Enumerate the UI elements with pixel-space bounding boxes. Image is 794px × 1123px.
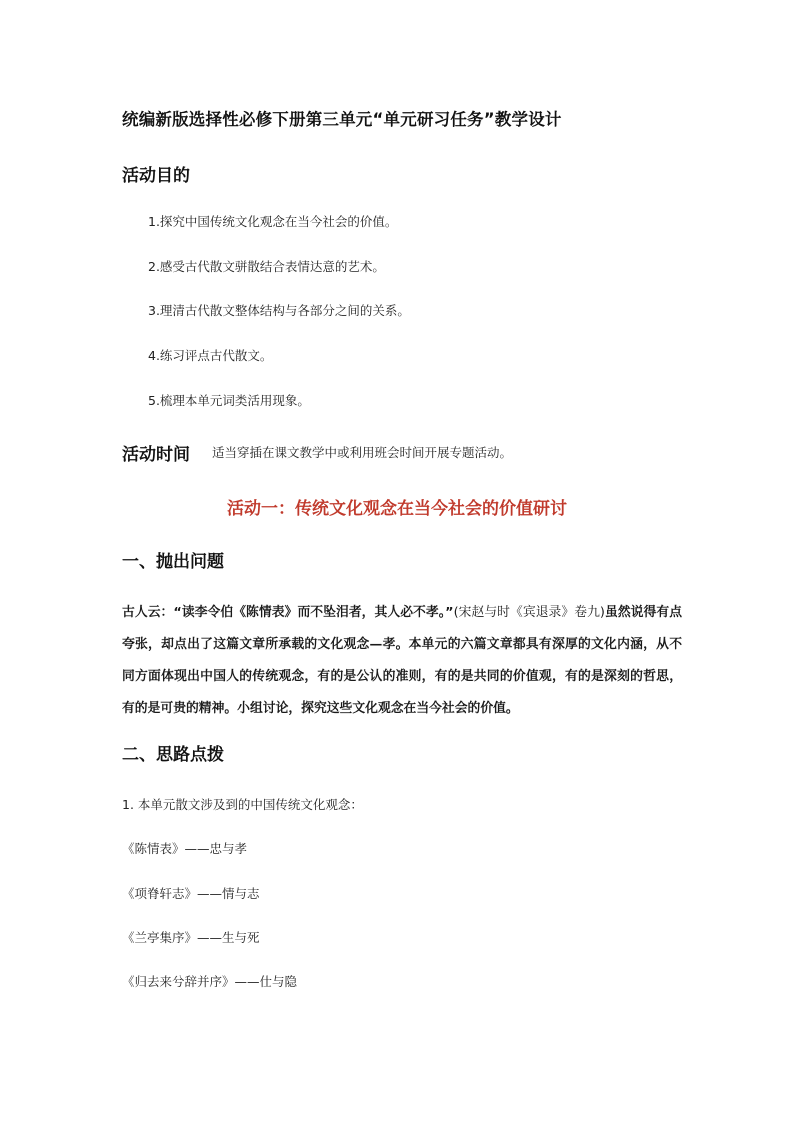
paragraph-body: 虽然说得有点夸张，却点出了这篇文章所承载的文化观念—孝。本单元的六篇文章都具有深厚的文化内涵，从不同方面体现出中国人的传统观念，有的是公认的准则，有的是共同的价值观，有的是深刻的哲思，有的是可贵的精神。小组讨论，探究这些文化观念在当今社会的价值。 [122, 605, 682, 716]
paragraph-quote: 古人云：“读李令伯《陈情表》而不坠泪者，其人必不孝。” [122, 605, 454, 620]
section-raise-question-heading: 一、抛出问题 [122, 552, 224, 572]
concept-item-2: 《项脊轩志》——情与志 [122, 886, 260, 901]
concept-item-1: 《陈情表》——忠与孝 [122, 841, 248, 856]
goal-item-5: 5.梳理本单元词类活用现象。 [148, 393, 310, 408]
paragraph-source: (宋赵与时《宾退录》卷九) [453, 605, 605, 620]
section-guidance-heading: 二、思路点拨 [122, 745, 224, 765]
goal-item-2: 2.感受古代散文骈散结合表情达意的艺术。 [148, 259, 385, 274]
document-title: 统编新版选择性必修下册第三单元“单元研习任务”教学设计 [122, 110, 562, 129]
goal-item-3: 3.理清古代散文整体结构与各部分之间的关系。 [148, 303, 410, 318]
goal-item-1: 1.探究中国传统文化观念在当今社会的价值。 [148, 214, 398, 229]
concept-item-4: 《归去来兮辞并序》——仕与隐 [122, 974, 298, 989]
goal-item-4: 4.练习评点古代散文。 [148, 348, 273, 363]
activity-time-label: 活动时间 [122, 445, 190, 465]
concept-item-3: 《兰亭集序》——生与死 [122, 930, 260, 945]
guidance-intro: 1. 本单元散文涉及到的中国传统文化观念： [122, 797, 363, 812]
activity-one-title: 活动一：传统文化观念在当今社会的价值研讨 [227, 499, 567, 519]
goals-heading: 活动目的 [122, 166, 190, 186]
activity-time-text: 适当穿插在课文教学中或利用班会时间开展专题活动。 [212, 445, 513, 460]
question-paragraph [122, 597, 682, 725]
